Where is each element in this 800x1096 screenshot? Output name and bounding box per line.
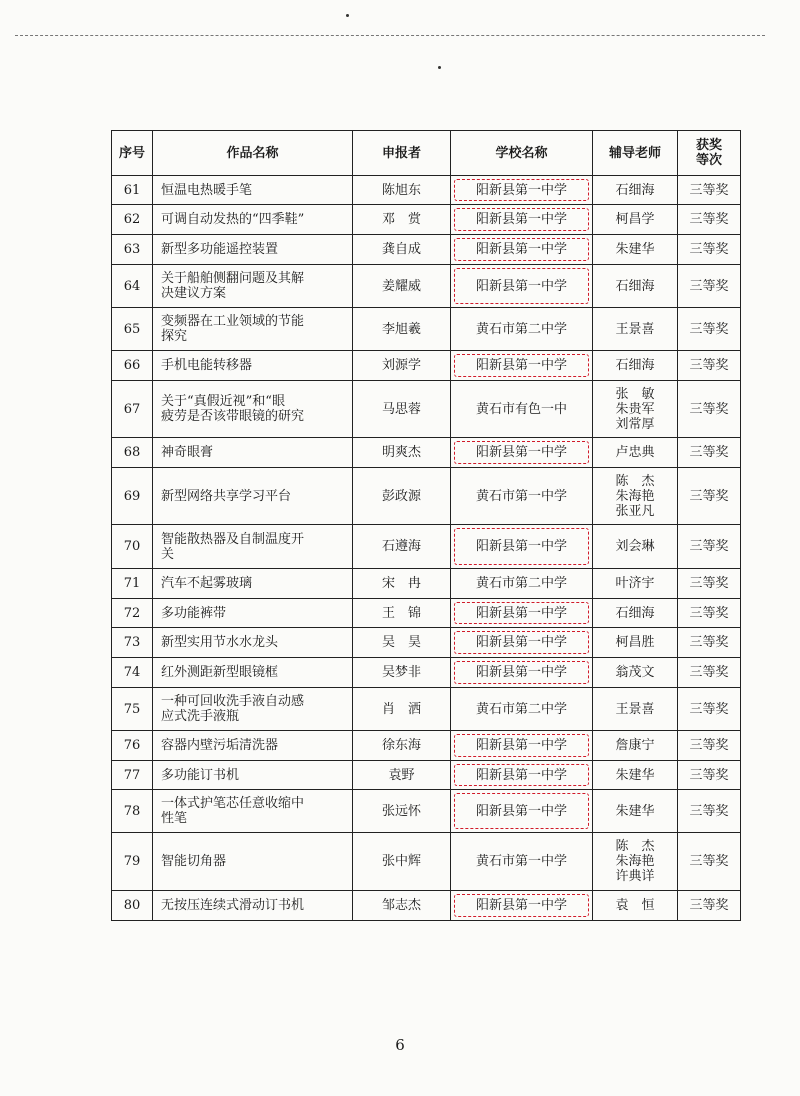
award-cell: 三等奖 bbox=[678, 761, 741, 790]
work-title-line: 新型网络共享学习平台 bbox=[161, 488, 292, 504]
table-row bbox=[112, 351, 741, 381]
school-cell: 阳新县第一中学 bbox=[451, 351, 593, 381]
applicant-cell: 龚自成 bbox=[353, 235, 451, 265]
index-cell: 73 bbox=[112, 628, 153, 658]
work-title-cell bbox=[153, 308, 353, 351]
award-cell: 三等奖 bbox=[678, 265, 741, 308]
school-cell: 阳新县第一中学 bbox=[451, 790, 593, 833]
school-cell: 阳新县第一中学 bbox=[451, 658, 593, 688]
index-cell: 62 bbox=[112, 205, 153, 235]
header-teacher: 辅导老师 bbox=[593, 131, 678, 176]
work-title-cell bbox=[153, 658, 353, 688]
award-cell: 三等奖 bbox=[678, 525, 741, 569]
teacher-name: 石细海 bbox=[615, 605, 655, 621]
index-cell: 66 bbox=[112, 351, 153, 381]
work-title-line: 新型多功能遥控装置 bbox=[161, 242, 279, 257]
work-title-cell bbox=[153, 265, 353, 308]
index-cell: 63 bbox=[112, 235, 153, 265]
work-title-cell bbox=[153, 790, 353, 833]
teacher-name: 石细海 bbox=[615, 358, 655, 373]
school-cell: 黄石市第二中学 bbox=[451, 688, 593, 731]
school-cell: 阳新县第一中学 bbox=[451, 438, 593, 468]
school-cell: 阳新县第一中学 bbox=[451, 628, 593, 658]
teacher-cell bbox=[593, 265, 678, 308]
table-row bbox=[112, 658, 741, 688]
award-cell: 三等奖 bbox=[678, 688, 741, 731]
table-row bbox=[112, 176, 741, 205]
applicant-cell: 陈旭东 bbox=[353, 176, 451, 205]
header-work: 作品名称 bbox=[153, 131, 353, 176]
table-row bbox=[112, 790, 741, 833]
teacher-name: 朱建华 bbox=[615, 242, 655, 257]
table-row bbox=[112, 468, 741, 525]
teacher-name: 柯昌胜 bbox=[615, 635, 655, 650]
teacher-cell bbox=[593, 731, 678, 761]
teacher-name: 叶济宇 bbox=[615, 576, 655, 591]
teacher-cell bbox=[593, 525, 678, 569]
applicant-cell: 宋 冉 bbox=[353, 569, 451, 599]
work-title-cell bbox=[153, 761, 353, 790]
teacher-cell bbox=[593, 658, 678, 688]
teacher-name: 石细海 bbox=[615, 278, 655, 294]
work-title-line: 手机电能转移器 bbox=[161, 358, 253, 373]
table-row bbox=[112, 569, 741, 599]
applicant-cell: 邓 赏 bbox=[353, 205, 451, 235]
school-cell: 阳新县第一中学 bbox=[451, 599, 593, 628]
index-cell: 78 bbox=[112, 790, 153, 833]
teacher-name: 朱建华 bbox=[615, 767, 655, 783]
award-cell: 三等奖 bbox=[678, 351, 741, 381]
school-cell: 黄石市第二中学 bbox=[451, 569, 593, 599]
applicant-cell: 明爽杰 bbox=[353, 438, 451, 468]
work-title-line: 红外测距新型眼镜框 bbox=[161, 665, 279, 680]
teacher-cell bbox=[593, 688, 678, 731]
work-title-cell bbox=[153, 351, 353, 381]
teacher-name: 张亚凡 bbox=[615, 503, 655, 519]
teacher-cell bbox=[593, 308, 678, 351]
award-cell: 三等奖 bbox=[678, 628, 741, 658]
index-cell: 69 bbox=[112, 468, 153, 525]
teacher-cell bbox=[593, 761, 678, 790]
teacher-cell bbox=[593, 790, 678, 833]
teacher-name: 陈 杰 bbox=[615, 839, 655, 854]
table-row bbox=[112, 438, 741, 468]
school-cell: 黄石市有色一中 bbox=[451, 381, 593, 438]
scan-speck bbox=[346, 14, 349, 17]
teacher-name: 刘常厚 bbox=[615, 416, 655, 432]
work-title-cell bbox=[153, 438, 353, 468]
index-cell: 71 bbox=[112, 569, 153, 599]
page-number: 6 bbox=[395, 1036, 405, 1054]
teacher-cell bbox=[593, 569, 678, 599]
award-cell: 三等奖 bbox=[678, 599, 741, 628]
header-index: 序号 bbox=[112, 131, 153, 176]
work-title-cell bbox=[153, 205, 353, 235]
work-title-line: 可调自动发热的“四季鞋” bbox=[161, 212, 305, 227]
work-title-cell bbox=[153, 381, 353, 438]
index-cell: 70 bbox=[112, 525, 153, 569]
work-title-cell bbox=[153, 628, 353, 658]
work-title-line: 神奇眼膏 bbox=[161, 445, 214, 460]
table-row bbox=[112, 628, 741, 658]
work-title-line: 新型实用节水水龙头 bbox=[161, 635, 279, 650]
index-cell: 64 bbox=[112, 265, 153, 308]
award-cell: 三等奖 bbox=[678, 381, 741, 438]
index-cell: 79 bbox=[112, 833, 153, 891]
school-cell: 阳新县第一中学 bbox=[451, 235, 593, 265]
teacher-name: 刘会琳 bbox=[615, 539, 655, 554]
teacher-name: 朱建华 bbox=[615, 803, 655, 819]
award-cell: 三等奖 bbox=[678, 235, 741, 265]
work-title-cell bbox=[153, 569, 353, 599]
work-title-line: 变频器在工业领域的节能 bbox=[161, 314, 305, 329]
school-cell: 阳新县第一中学 bbox=[451, 891, 593, 921]
award-cell: 三等奖 bbox=[678, 833, 741, 891]
header-applicant: 申报者 bbox=[353, 131, 451, 176]
work-title-line: 一体式护笔芯任意收缩中 bbox=[161, 796, 305, 811]
school-cell: 阳新县第一中学 bbox=[451, 731, 593, 761]
teacher-cell bbox=[593, 235, 678, 265]
teacher-name: 朱海艳 bbox=[615, 854, 655, 869]
index-cell: 75 bbox=[112, 688, 153, 731]
work-title-cell bbox=[153, 891, 353, 921]
table-row bbox=[112, 525, 741, 569]
teacher-name: 张 敏 bbox=[615, 386, 655, 402]
applicant-cell: 袁野 bbox=[353, 761, 451, 790]
work-title-line: 无按压连续式滑动订书机 bbox=[161, 898, 305, 913]
table-row bbox=[112, 891, 741, 921]
teacher-name: 陈 杰 bbox=[615, 473, 655, 489]
work-title-cell bbox=[153, 731, 353, 761]
teacher-name: 柯昌学 bbox=[615, 212, 655, 227]
applicant-cell: 吴 昊 bbox=[353, 628, 451, 658]
teacher-cell bbox=[593, 381, 678, 438]
teacher-cell bbox=[593, 891, 678, 921]
work-title-line: 一种可回收洗手液自动感 bbox=[161, 694, 305, 709]
table-row bbox=[112, 381, 741, 438]
applicant-cell: 邹志杰 bbox=[353, 891, 451, 921]
award-cell: 三等奖 bbox=[678, 731, 741, 761]
teacher-name: 朱海艳 bbox=[615, 488, 655, 504]
work-title-cell bbox=[153, 176, 353, 205]
teacher-cell bbox=[593, 628, 678, 658]
applicant-cell: 张中辉 bbox=[353, 833, 451, 891]
index-cell: 68 bbox=[112, 438, 153, 468]
award-cell: 三等奖 bbox=[678, 308, 741, 351]
work-title-line: 多功能订书机 bbox=[161, 767, 240, 783]
award-cell: 三等奖 bbox=[678, 176, 741, 205]
table-row bbox=[112, 833, 741, 891]
applicant-cell: 张远怀 bbox=[353, 790, 451, 833]
table-row bbox=[112, 308, 741, 351]
work-title-line: 多功能裤带 bbox=[161, 605, 227, 621]
applicant-cell: 彭政源 bbox=[353, 468, 451, 525]
index-cell: 80 bbox=[112, 891, 153, 921]
scan-edge-line bbox=[15, 35, 765, 36]
school-cell: 黄石市第二中学 bbox=[451, 308, 593, 351]
teacher-cell bbox=[593, 468, 678, 525]
award-cell: 三等奖 bbox=[678, 205, 741, 235]
school-cell: 阳新县第一中学 bbox=[451, 265, 593, 308]
table-row bbox=[112, 235, 741, 265]
table-body bbox=[112, 176, 741, 921]
work-title-cell bbox=[153, 525, 353, 569]
work-title-cell bbox=[153, 688, 353, 731]
table-row bbox=[112, 599, 741, 628]
school-cell: 黄石市第一中学 bbox=[451, 468, 593, 525]
work-title-line: 应式洗手液瓶 bbox=[161, 709, 240, 724]
award-cell: 三等奖 bbox=[678, 569, 741, 599]
index-cell: 65 bbox=[112, 308, 153, 351]
scan-speck bbox=[438, 66, 441, 69]
index-cell: 74 bbox=[112, 658, 153, 688]
index-cell: 72 bbox=[112, 599, 153, 628]
table-header-row bbox=[112, 131, 741, 176]
teacher-cell bbox=[593, 205, 678, 235]
teacher-cell bbox=[593, 351, 678, 381]
applicant-cell: 石遵海 bbox=[353, 525, 451, 569]
table-row bbox=[112, 731, 741, 761]
applicant-cell: 李旭羲 bbox=[353, 308, 451, 351]
index-cell: 77 bbox=[112, 761, 153, 790]
teacher-name: 石细海 bbox=[615, 182, 655, 198]
work-title-line: 智能散热器及自制温度开 bbox=[161, 531, 305, 547]
table-row bbox=[112, 265, 741, 308]
table-row bbox=[112, 205, 741, 235]
applicant-cell: 徐东海 bbox=[353, 731, 451, 761]
header-award-line: 等次 bbox=[695, 153, 722, 168]
school-cell: 阳新县第一中学 bbox=[451, 176, 593, 205]
work-title-line: 汽车不起雾玻璃 bbox=[161, 576, 253, 591]
teacher-name: 许典详 bbox=[615, 869, 655, 884]
work-title-cell bbox=[153, 599, 353, 628]
award-cell: 三等奖 bbox=[678, 468, 741, 525]
index-cell: 76 bbox=[112, 731, 153, 761]
award-cell: 三等奖 bbox=[678, 891, 741, 921]
index-cell: 67 bbox=[112, 381, 153, 438]
index-cell: 61 bbox=[112, 176, 153, 205]
header-school: 学校名称 bbox=[451, 131, 593, 176]
teacher-name: 朱贵军 bbox=[615, 401, 655, 417]
awards-table bbox=[111, 130, 741, 921]
award-cell: 三等奖 bbox=[678, 658, 741, 688]
school-cell: 阳新县第一中学 bbox=[451, 525, 593, 569]
applicant-cell: 刘源学 bbox=[353, 351, 451, 381]
table-row bbox=[112, 761, 741, 790]
work-title-line: 容器内壁污垢清洗器 bbox=[161, 738, 279, 753]
work-title-line: 关于船舶侧翻问题及其解 bbox=[161, 271, 305, 286]
work-title-line: 探究 bbox=[161, 329, 188, 344]
applicant-cell: 肖 洒 bbox=[353, 688, 451, 731]
teacher-cell bbox=[593, 176, 678, 205]
work-title-cell bbox=[153, 468, 353, 525]
work-title-line: 关于“真假近视”和“眼 bbox=[161, 394, 285, 409]
school-cell: 阳新县第一中学 bbox=[451, 205, 593, 235]
work-title-line: 决建议方案 bbox=[161, 286, 227, 301]
applicant-cell: 吴梦非 bbox=[353, 658, 451, 688]
teacher-cell bbox=[593, 833, 678, 891]
award-cell: 三等奖 bbox=[678, 438, 741, 468]
award-cell: 三等奖 bbox=[678, 790, 741, 833]
work-title-line: 恒温电热暖手笔 bbox=[161, 182, 253, 198]
work-title-line: 性笔 bbox=[161, 811, 188, 826]
teacher-name: 詹康宁 bbox=[615, 738, 655, 753]
work-title-line: 关 bbox=[161, 546, 175, 562]
work-title-line: 疲劳是否该带眼镜的研究 bbox=[161, 409, 305, 424]
school-cell: 阳新县第一中学 bbox=[451, 761, 593, 790]
work-title-cell bbox=[153, 235, 353, 265]
table-row bbox=[112, 688, 741, 731]
work-title-cell bbox=[153, 833, 353, 891]
work-title-line: 智能切角器 bbox=[161, 854, 227, 869]
school-cell: 黄石市第一中学 bbox=[451, 833, 593, 891]
applicant-cell: 姜耀威 bbox=[353, 265, 451, 308]
applicant-cell: 王 锦 bbox=[353, 599, 451, 628]
teacher-name: 翁茂文 bbox=[615, 665, 655, 680]
applicant-cell: 马思蓉 bbox=[353, 381, 451, 438]
header-award-line: 获奖 bbox=[695, 138, 722, 153]
teacher-name: 卢忠典 bbox=[615, 445, 655, 460]
teacher-cell bbox=[593, 599, 678, 628]
teacher-name: 王景喜 bbox=[615, 321, 655, 337]
teacher-name: 袁 恒 bbox=[615, 898, 655, 913]
teacher-name: 王景喜 bbox=[615, 701, 655, 717]
header-award bbox=[678, 131, 741, 176]
teacher-cell bbox=[593, 438, 678, 468]
